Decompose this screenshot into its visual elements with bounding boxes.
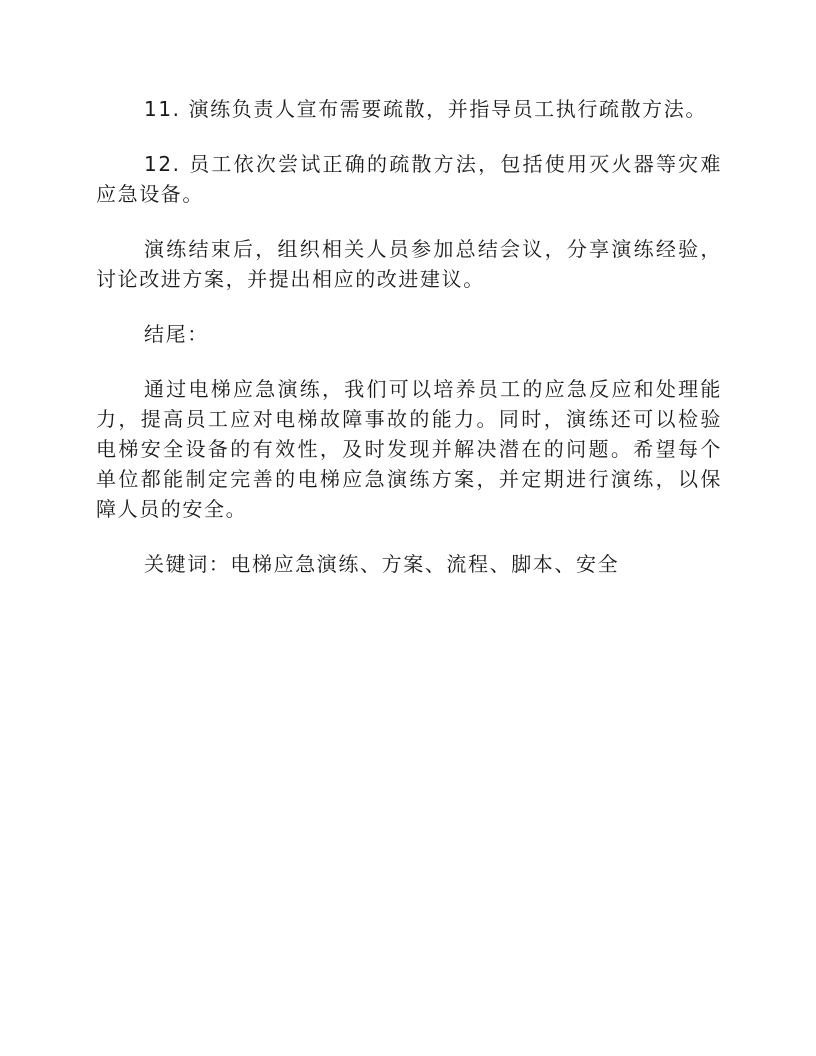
paragraph-keywords: 关键词：电梯应急演练、方案、流程、脚本、安全 [144, 552, 620, 576]
paragraph-summary-meeting: 演练结束后，组织相关人员参加总结会议，分享演练经验，讨论改进方案，并提出相应的改进建议。 [96, 237, 722, 291]
paragraph-step-11: 11. 演练负责人宣布需要疏散，并指导员工执行疏散方法。 [144, 97, 707, 121]
paragraph-step-12: 12. 员工依次尝试正确的疏散方法，包括使用灭火器等灾难应急设备。 [96, 152, 722, 206]
paragraph-conclusion-body: 通过电梯应急演练，我们可以培养员工的应急反应和处理能力，提高员工应对电梯故障事故的能力。同时，演练还可以检验电梯安全设备的有效性，及时发现并解决潜在的问题。希望每个单位都能制定完善的电梯应急演练方案，并定期进行演练，以保障人员的安全。 [96, 377, 722, 521]
document-page [96, 94, 722, 604]
paragraph-conclusion-heading: 结尾： [144, 322, 209, 346]
